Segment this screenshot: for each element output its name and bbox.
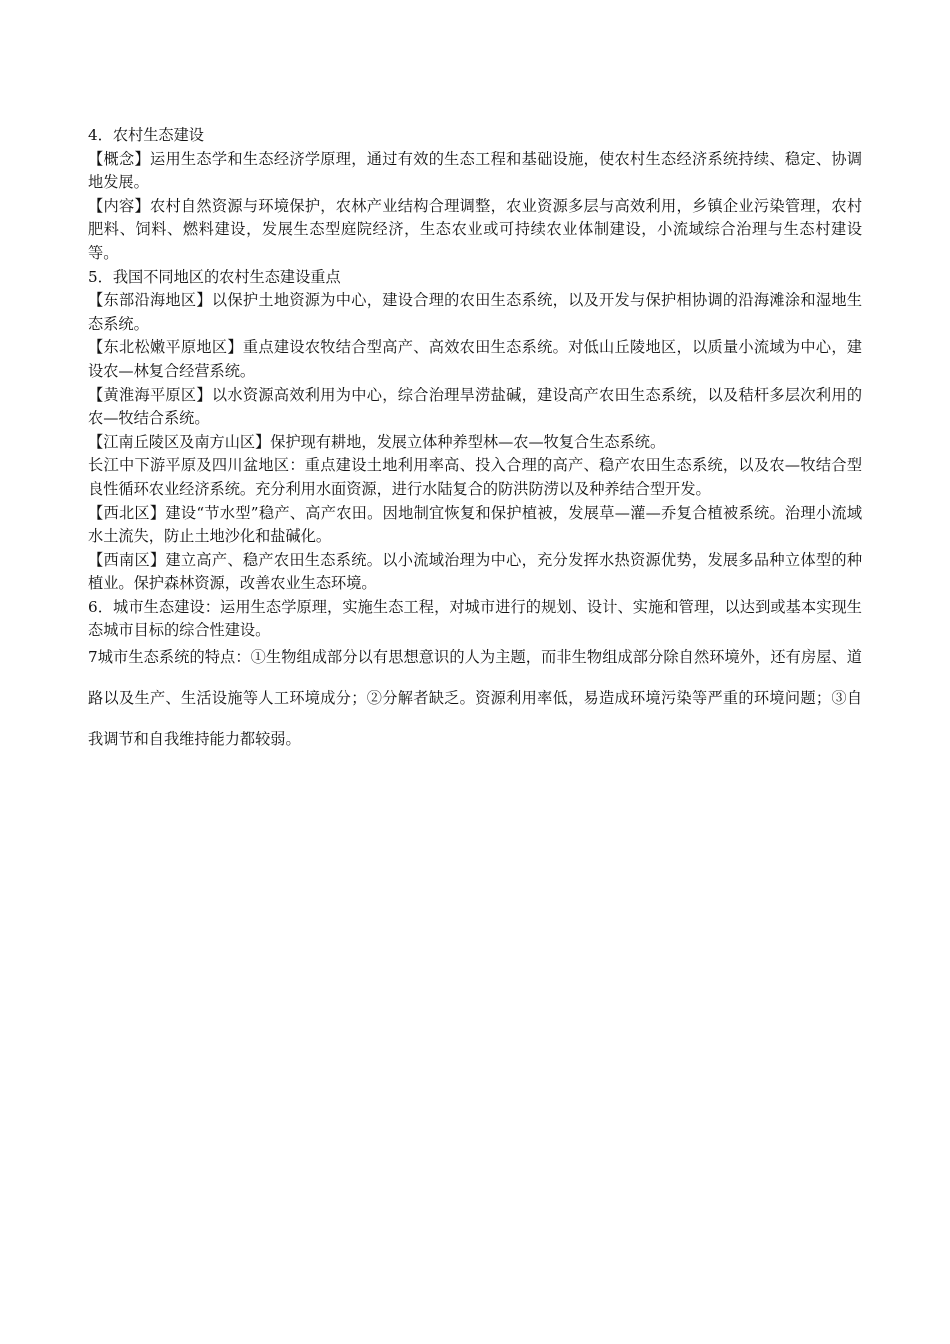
- tag-northwest: 【西北区】: [88, 503, 166, 522]
- para-northwest: 【西北区】建设“节水型”稳产、高产农田。因地制宜恢复和保护植被，发展草—灌—乔复合植被系统。治理小流域水土流失，防止土地沙化和盐碱化。: [88, 503, 863, 546]
- para-southwest: 【西南区】建立高产、稳产农田生态系统。以小流域治理为中心，充分发挥水热资源优势，发展多品种立体型的种植业。保护森林资源，改善农业生态环境。: [88, 550, 863, 593]
- heading-rural-eco: 4．农村生态建设: [88, 126, 204, 144]
- para-changjiang: 长江中下游平原及四川盆地区：重点建设土地利用率高、投入合理的高产、稳产农田生态系统，以及农—牧结合型良性循环农业经济系统。充分利用水面资源，进行水陆复合的防洪防涝以及种养结合型开发。: [88, 456, 862, 498]
- para-northeast: 【东北松嫩平原地区】重点建设农牧结合型高产、高效农田生态系统。对低山丘陵地区，以质量小流域为中心，建设农—林复合经营系统。: [88, 338, 863, 380]
- document-body: [88, 124, 862, 760]
- para-content: 【内容】农村自然资源与环境保护，农林产业结构合理调整，农业资源多层与高效利用，乡镇企业污染管理，农村肥料、饲料、燃料建设，发展生态型庭院经济，生态农业或可持续农业体制建设，小流域综合治理与生态村建设等。: [88, 196, 863, 262]
- tag-content: 【内容】: [88, 196, 150, 215]
- para-city-features: 7城市生态系统的特点：①生物组成部分以有思想意识的人为主题，而非生物组成部分除自然环境外，还有房屋、道路以及生产、生活设施等人工环境成分；②分解者缺乏。资源利用率低，易造成环境污染等严重的环境问题；③自我调节和自我维持能力都较弱。: [88, 648, 862, 749]
- para-east-coast: 【东部沿海地区】以保护土地资源为中心，建设合理的农田生态系统，以及开发与保护相协调的沿海滩涂和湿地生态系统。: [88, 291, 863, 333]
- para-huanghuaihai: 【黄淮海平原区】以水资源高效利用为中心，综合治理旱涝盐碱，建设高产农田生态系统，以及秸杆多层次利用的农—牧结合系统。: [88, 385, 863, 428]
- tag-concept: 【概念】: [88, 149, 150, 168]
- para-concept: 【概念】运用生态学和生态经济学原理，通过有效的生态工程和基础设施，使农村生态经济系统持续、稳定、协调地发展。: [88, 149, 863, 192]
- tag-jiangnan: 【江南丘陵区及南方山区】: [88, 432, 271, 451]
- para-jiangnan: 【江南丘陵区及南方山区】保护现有耕地，发展立体种养型林—农—牧复合生态系统。: [88, 432, 666, 451]
- heading-regions: 5．我国不同地区的农村生态建设重点: [88, 267, 341, 286]
- tag-huanghuaihai: 【黄淮海平原区】: [88, 385, 212, 404]
- tag-northeast: 【东北松嫩平原地区】: [88, 338, 243, 357]
- para-city-eco: 6．城市生态建设：运用生态学原理，实施生态工程，对城市进行的规划、设计、实施和管理，以达到或基本实现生态城市目标的综合性建设。: [88, 597, 862, 640]
- tag-southwest: 【西南区】: [88, 550, 166, 569]
- tag-east-coast: 【东部沿海地区】: [88, 291, 212, 310]
